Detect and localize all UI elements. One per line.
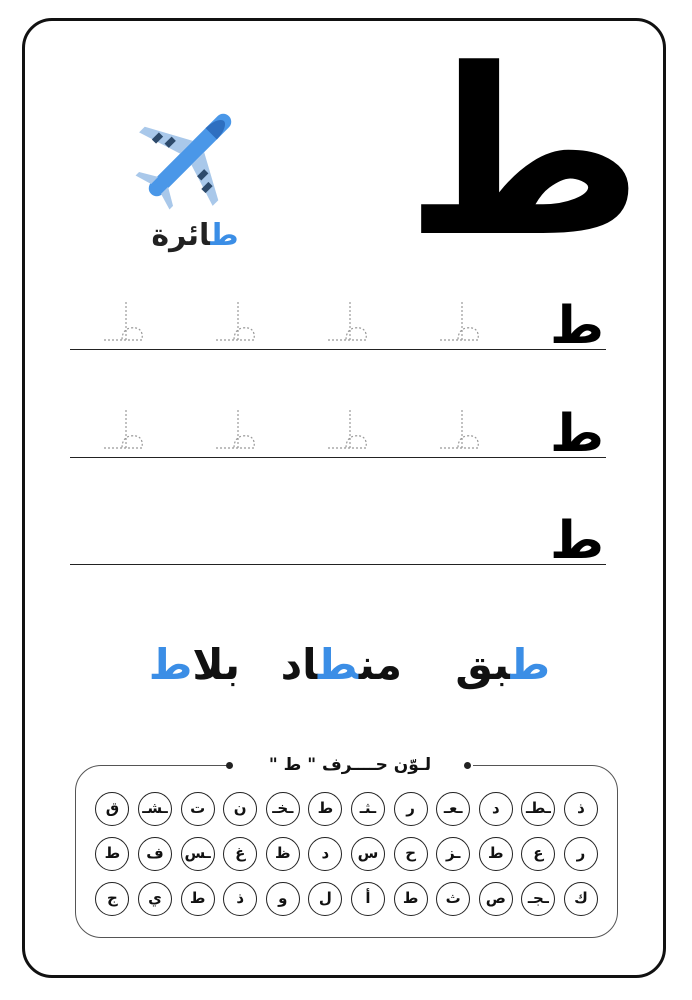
letter-circle[interactable]: ر — [394, 792, 428, 826]
letter-circle[interactable]: أ — [351, 882, 385, 916]
airplane-icon — [130, 95, 250, 215]
example-word-highlight: ط — [148, 640, 193, 689]
example-word-1 — [455, 640, 550, 689]
letter-circle[interactable]: ـطـ — [521, 792, 555, 826]
example-word-2 — [281, 640, 402, 689]
letter-circle[interactable]: ي — [138, 882, 172, 916]
example-word-highlight: ط — [510, 640, 550, 689]
letter-circle[interactable]: ط — [181, 882, 215, 916]
letter-circle[interactable]: ج — [95, 882, 129, 916]
letter-circle[interactable]: ق — [95, 792, 129, 826]
writing-line — [70, 564, 606, 565]
letter-circle[interactable]: ك — [564, 882, 598, 916]
example-word-post: اد — [280, 640, 318, 689]
letter-circle[interactable]: د — [308, 837, 342, 871]
letter-circle[interactable]: ـس — [181, 837, 215, 871]
letter-circle[interactable]: ـجـ — [521, 882, 555, 916]
letter-circle[interactable]: ف — [138, 837, 172, 871]
model-letter: ط — [549, 296, 604, 356]
coloring-title: لـوّن حــــرف " ط " — [268, 755, 432, 775]
letter-circle[interactable]: ص — [479, 882, 513, 916]
letter-circle[interactable]: ث — [436, 882, 470, 916]
letter-circle[interactable]: ط — [95, 837, 129, 871]
letter-circle[interactable]: ط — [479, 837, 513, 871]
tracing-letter — [322, 404, 372, 458]
letter-circle[interactable]: ل — [308, 882, 342, 916]
practice-row-3 — [70, 505, 606, 571]
letter-circle[interactable]: ت — [181, 792, 215, 826]
letter-circle[interactable]: ط — [394, 882, 428, 916]
letter-circle[interactable]: ذ — [223, 882, 257, 916]
picture-word — [130, 218, 260, 253]
model-letter: ط — [549, 404, 604, 464]
letter-circle[interactable]: غ — [223, 837, 257, 871]
example-word-post: بق — [455, 640, 511, 689]
tracing-letter — [210, 404, 260, 458]
letter-circle[interactable]: ط — [308, 792, 342, 826]
letter-circle[interactable]: ح — [394, 837, 428, 871]
picture-word-highlight: ط — [210, 218, 239, 253]
tracing-letter — [210, 296, 260, 350]
example-word-pre: بلا — [192, 640, 240, 689]
tracing-letter — [98, 404, 148, 458]
example-words — [120, 640, 570, 700]
model-letter: ط — [549, 511, 604, 571]
tracing-letter — [322, 296, 372, 350]
letter-circle[interactable]: ظ — [266, 837, 300, 871]
tracing-letter — [434, 404, 484, 458]
letter-circle[interactable]: ع — [521, 837, 555, 871]
letter-circle[interactable]: ـشـ — [138, 792, 172, 826]
letter-circle[interactable]: ر — [564, 837, 598, 871]
letter-circle[interactable]: س — [351, 837, 385, 871]
letter-circle[interactable]: ـعـ — [436, 792, 470, 826]
letter-circle[interactable]: و — [266, 882, 300, 916]
letter-circle[interactable]: ـثـ — [351, 792, 385, 826]
tracing-letter — [98, 296, 148, 350]
example-word-highlight: ط — [317, 640, 359, 689]
picture-word-rest: ائرة — [151, 218, 211, 253]
letter-circle[interactable]: ـخـ — [266, 792, 300, 826]
featured-letter: ط — [405, 21, 644, 288]
practice-row-2 — [70, 398, 606, 464]
tracing-letter — [434, 296, 484, 350]
practice-row-1 — [70, 290, 606, 356]
letter-circle[interactable]: ذ — [564, 792, 598, 826]
example-word-pre: من — [358, 640, 402, 689]
letter-circle[interactable]: ـز — [436, 837, 470, 871]
letter-circle[interactable]: د — [479, 792, 513, 826]
letter-circle[interactable]: ن — [223, 792, 257, 826]
example-word-3 — [149, 640, 240, 689]
